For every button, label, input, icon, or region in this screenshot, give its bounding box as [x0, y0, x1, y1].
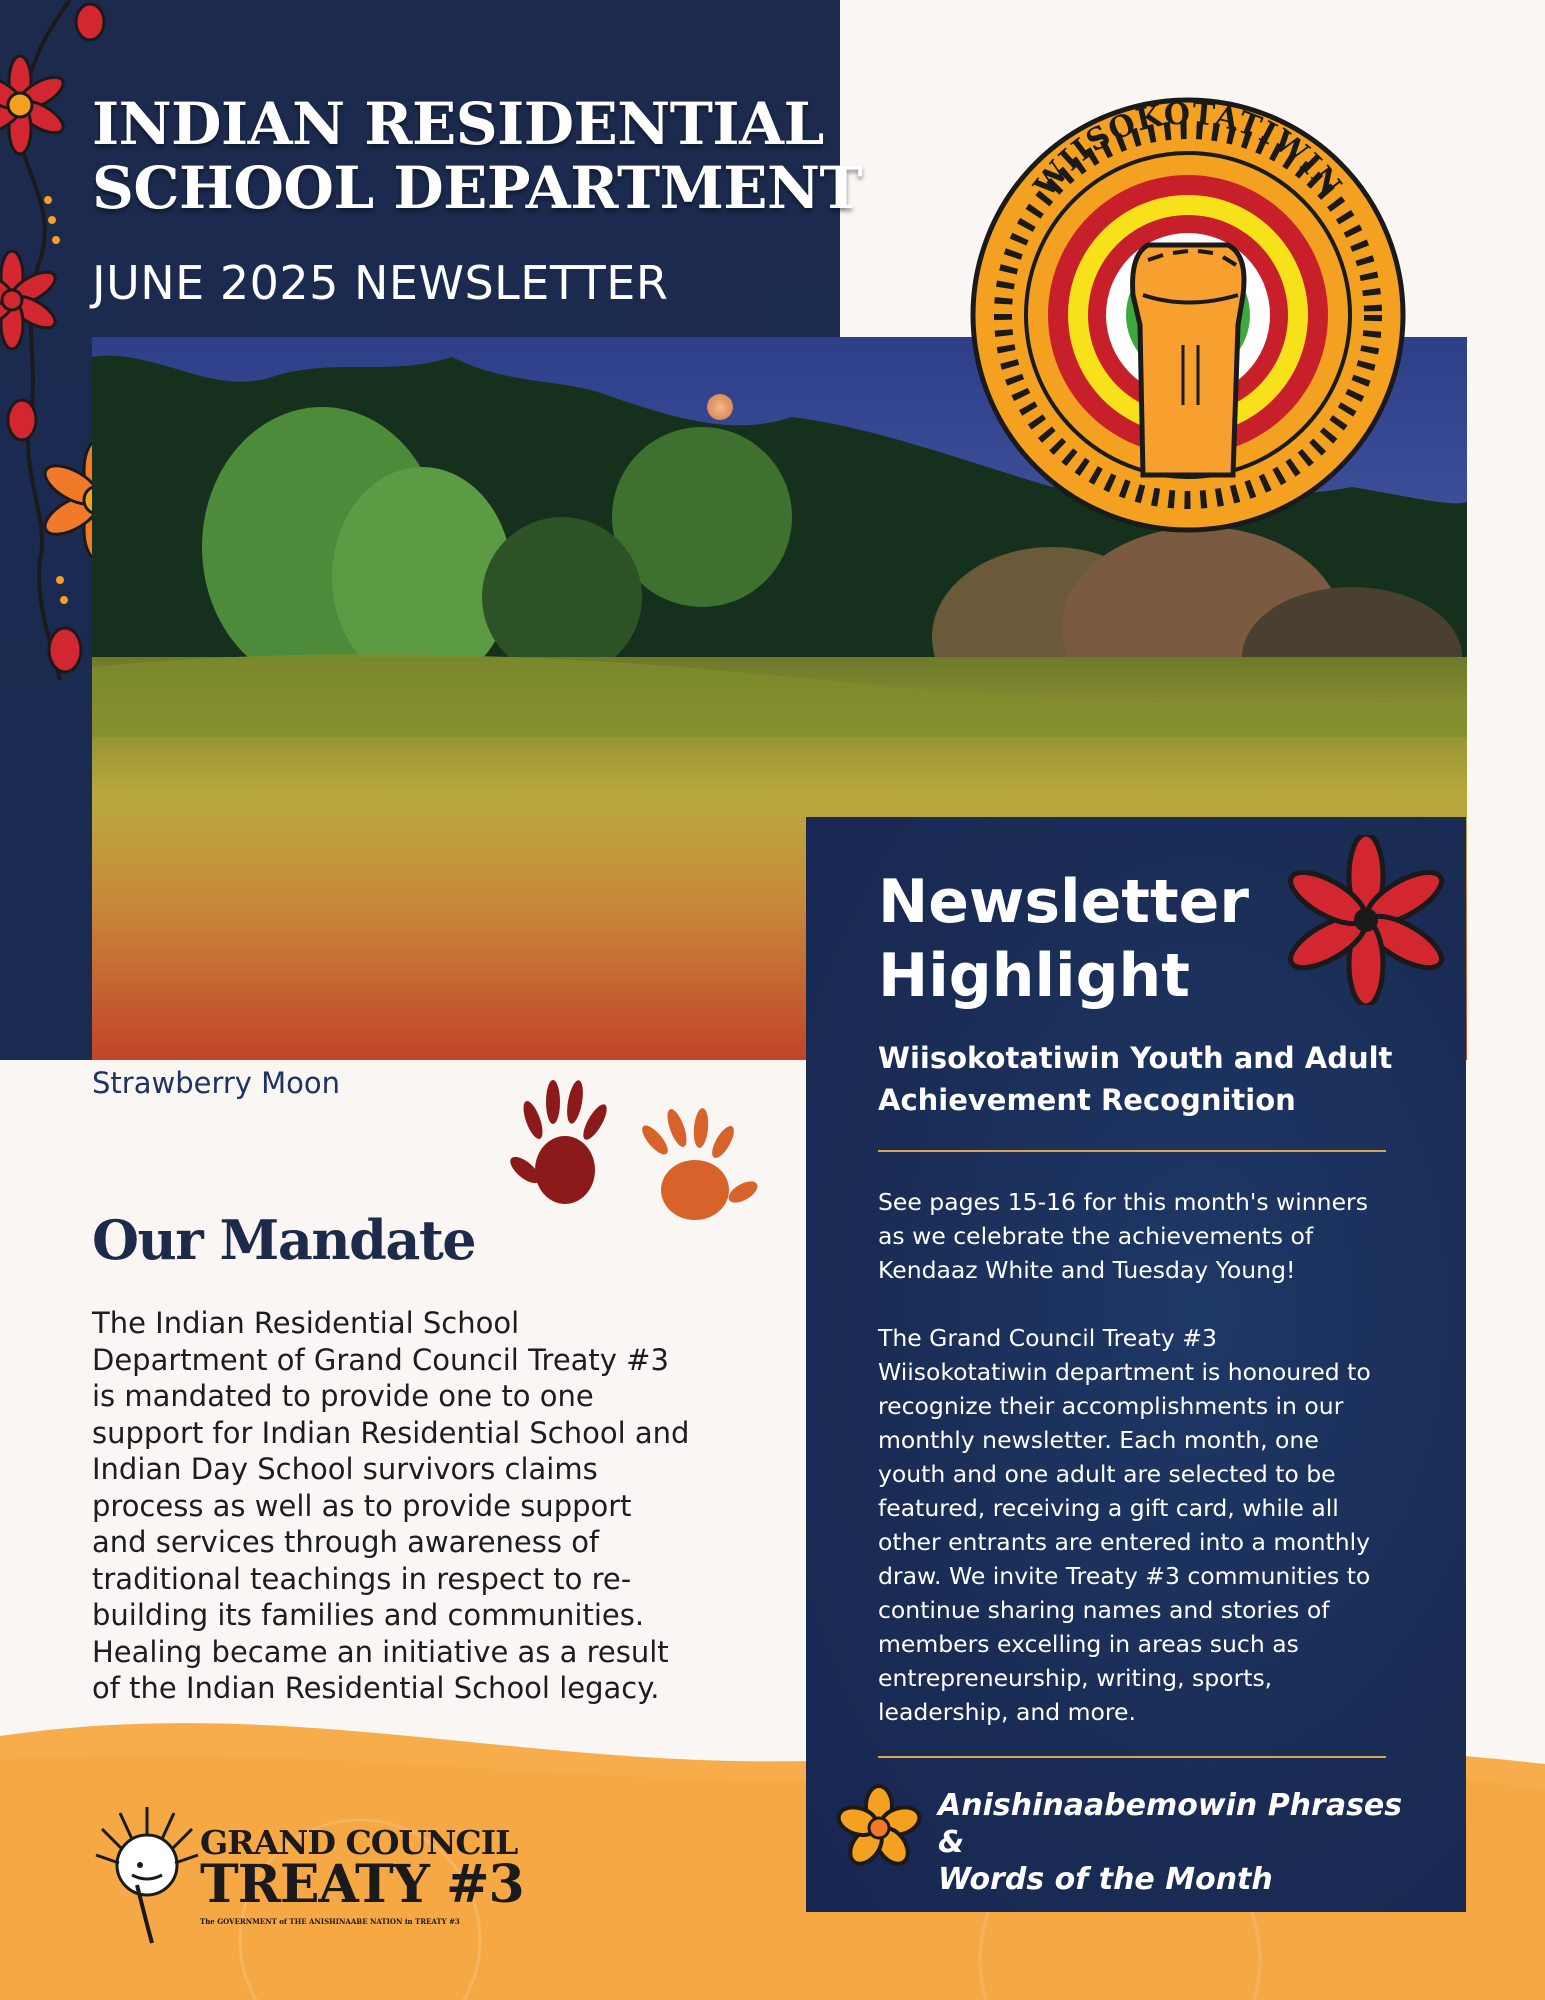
divider-bottom — [878, 1756, 1386, 1758]
wiisokotatiwin-logo — [968, 95, 1408, 535]
title-line-1: INDIAN RESIDENTIAL — [92, 90, 824, 158]
logo-arc-text — [968, 70, 1408, 250]
red-flower-icon — [1276, 835, 1456, 1005]
page-title — [92, 90, 863, 222]
highlight-paragraph-2: The Grand Council Treaty #3 Wiisokotatiwin department is honoured to recognize their accomplishments in our monthly newsletter. Each month, one youth and one adult are selected to be featured, receiving a gift card, while all other entrants are entered into a monthly draw. We invite Treaty #3 communities to continue sharing names and stories of members excelling in areas such as entrepreneurship, writing, sports, leadership, and more. — [878, 1324, 1371, 1726]
phrases-line-1: Anishinaabemowin Phrases & — [938, 1788, 1403, 1860]
highlight-body — [878, 1185, 1388, 1763]
highlight-panel — [806, 817, 1466, 1912]
svg-text:WIISOKOTATIWIN — [1027, 96, 1349, 204]
handprint-decoration — [505, 1080, 765, 1240]
highlight-subtitle: Wiisokotatiwin Youth and Adult Achievement Recognition — [878, 1041, 1393, 1117]
divider-top — [878, 1150, 1386, 1152]
mandate-body: The Indian Residential School Department of Grand Council Treaty #3 is mandated to provide one to one support for Indian Residential School and Indian Day School survivors claims process as well as to provide support and services through awareness of traditional teachings in respect to re-building its families and communities. Healing became an initiative as a result of the Indian Residential School legacy. — [92, 1306, 690, 1705]
orange-flower-icon — [834, 1783, 924, 1873]
newsletter-date: JUNE 2025 NEWSLETTER — [92, 256, 669, 310]
highlight-title — [878, 865, 1249, 1013]
phrases-line-2: Words of the Month — [938, 1862, 1273, 1897]
logo-arc-label: WIISOKOTATIWIN — [1027, 96, 1349, 204]
mandate-heading: Our Mandate — [92, 1208, 476, 1272]
footer-logo-line1: GRAND COUNCIL — [200, 1823, 518, 1862]
photo-caption: Strawberry Moon — [92, 1066, 341, 1100]
highlight-title-line-1: Newsletter — [878, 867, 1249, 937]
title-line-2: SCHOOL DEPARTMENT — [92, 154, 863, 222]
headdress-icon — [92, 1805, 202, 1945]
grand-council-logo — [92, 1805, 522, 1945]
footer-logo-line2: TREATY #3 — [200, 1854, 524, 1915]
footer-logo-tagline: The GOVERNMENT of THE ANISHINAABE NATION in TREATY #3 — [200, 1917, 460, 1926]
phrases-link — [938, 1787, 1438, 1898]
highlight-title-line-2: Highlight — [878, 941, 1190, 1011]
highlight-paragraph-1: See pages 15-16 for this month's winners as we celebrate the achievements of Kendaaz White and Tuesday Young! — [878, 1188, 1368, 1284]
